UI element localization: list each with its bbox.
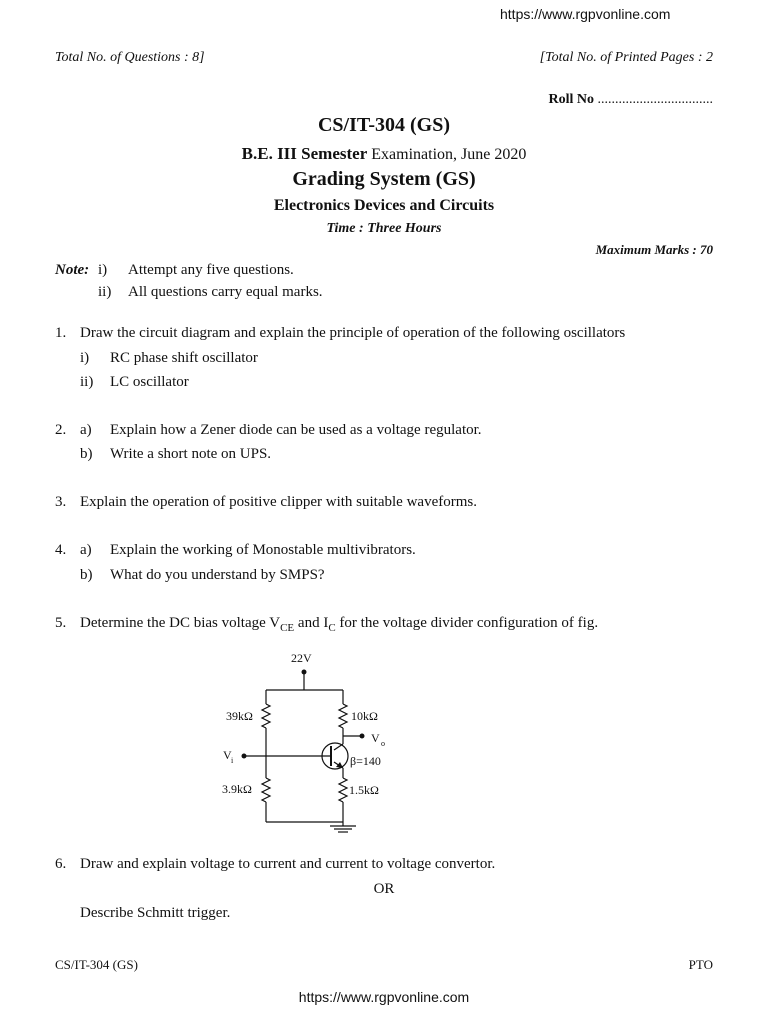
paper-code: CS/IT-304 (GS) [317,114,451,136]
q6-text: Draw and explain voltage to current and current to voltage convertor. [80,856,496,872]
q5-sub-c: C [328,622,336,634]
vi-node [242,754,247,759]
q2-sub-a-num: a) [80,422,92,438]
grading-system: Grading System (GS) [292,168,476,190]
q5-text-c: for the voltage divider configuration of fig. [335,615,599,631]
q3-text: Explain the operation of positive clipper with suitable waveforms. [80,494,477,510]
re-resistor [339,778,347,802]
q4-sub-b-num: b) [80,567,93,583]
q1-sub2-num: ii) [80,374,94,390]
note-num-1: i) [98,262,108,278]
exam-date: Examination, June 2020 [371,146,527,163]
vo-node [360,734,365,739]
re-label: 1.5kΩ [349,783,379,797]
note-text-2: All questions carry equal marks. [128,284,323,300]
source-url-bottom: https://www.rgpvonline.com [298,989,470,1005]
q2-number: 2. [55,422,67,438]
q6-number: 6. [55,856,67,872]
vi-label: V [223,748,232,762]
vo-label: V [371,731,380,745]
supply-node [302,670,307,675]
footer-code: CS/IT-304 (GS) [55,957,138,972]
q1-sub1-num: i) [80,350,90,366]
r2-resistor [262,778,270,802]
beta-label: β=140 [350,754,381,768]
r1-label: 39kΩ [226,709,253,723]
footer-pto: PTO [688,957,713,972]
q1-text: Draw the circuit diagram and explain the principle of operation of the following oscillators [80,325,626,341]
vo-sub: o [381,739,385,748]
q4-sub-a-text: Explain the working of Monostable multivibrators. [110,542,416,558]
exam-time: Time : Three Hours [326,221,442,236]
total-pages: [Total No. of Printed Pages : 2 [539,50,713,65]
subject-name: Electronics Devices and Circuits [273,197,495,214]
supply-label: 22V [291,651,312,665]
q5-text-a: Determine the DC bias voltage V [80,615,281,631]
rc-resistor [339,704,347,728]
q4-sub-a-num: a) [80,542,92,558]
total-questions: Total No. of Questions : 8] [55,50,205,65]
semester-label: B.E. III Semester [241,144,368,163]
q6-alt-text: Describe Schmitt trigger. [80,905,231,921]
r1-resistor [262,704,270,728]
q6-or: OR [373,881,395,897]
note-label: Note: [55,262,90,278]
q1-sub1-text: RC phase shift oscillator [110,350,258,366]
q2-sub-b-num: b) [80,446,93,462]
q4-number: 4. [55,542,67,558]
emitter-arrow [336,762,343,768]
roll-label: Roll No [548,92,594,107]
q1-number: 1. [55,325,67,341]
q1-sub2-text: LC oscillator [110,374,189,390]
q5-number: 5. [55,615,67,631]
q3-number: 3. [55,494,67,510]
q5-sub-ce: CE [280,622,295,634]
roll-dots: ................................. [597,92,713,107]
q2-sub-a-text: Explain how a Zener diode can be used as a voltage regulator. [110,422,482,438]
note-text-1: Attempt any five questions. [128,262,294,278]
r2-label: 3.9kΩ [222,782,252,796]
note-num-2: ii) [98,284,112,300]
q4-sub-b-text: What do you understand by SMPS? [110,567,325,583]
max-marks: Maximum Marks : 70 [595,242,713,257]
vi-sub: i [231,756,234,765]
q2-sub-b-text: Write a short note on UPS. [110,446,272,462]
q5-text-b: and I [294,615,329,631]
source-url-top: https://www.rgpvonline.com [500,6,671,22]
rc-label: 10kΩ [351,709,378,723]
